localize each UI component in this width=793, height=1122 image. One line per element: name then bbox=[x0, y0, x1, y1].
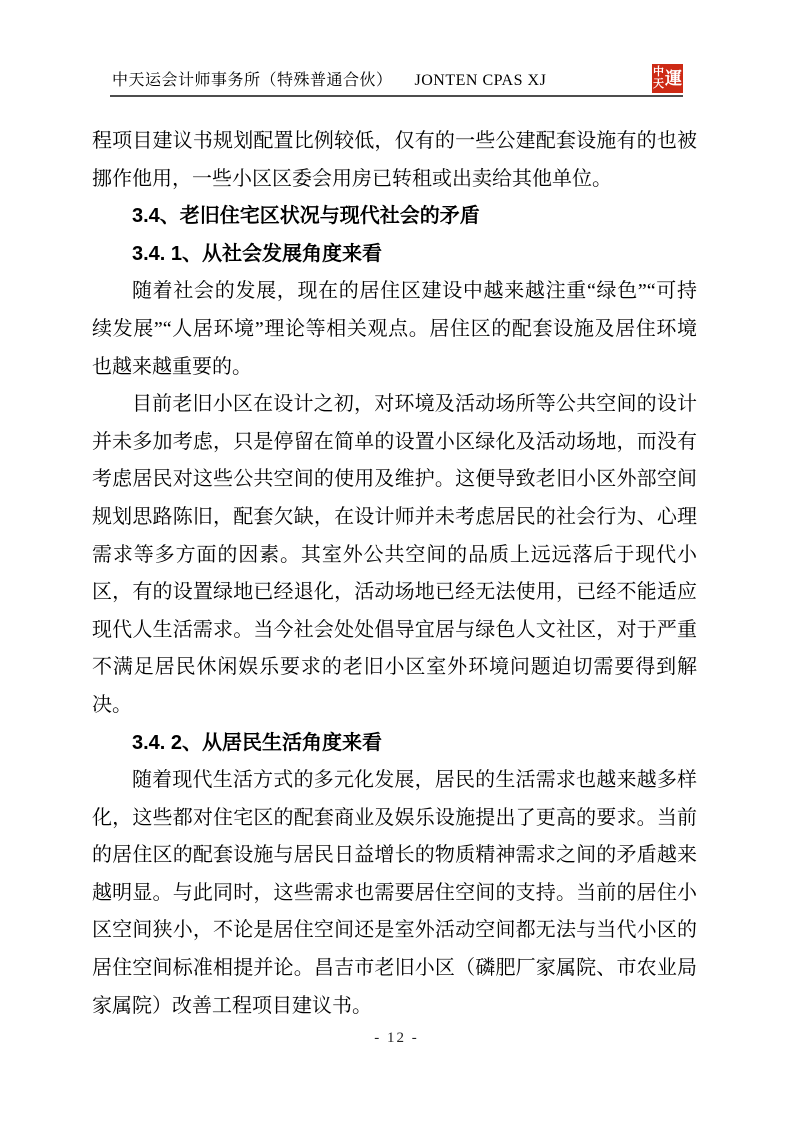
page-footer bbox=[0, 1030, 793, 1047]
seal-char-right: 運 bbox=[665, 69, 682, 88]
section-heading: 3.4. 2、从居民生活角度来看 bbox=[132, 731, 383, 754]
firm-name-cn: 中天运会计师事务所（特殊普通合伙） bbox=[112, 72, 393, 89]
page-number: - 12 - bbox=[374, 1030, 419, 1046]
paragraph: 随着现代生活方式的多元化发展，居民的生活需求也越来越多样化，这些都对住宅区的配套商业及娱乐设施提出了更高的要求。当前的居住区的配套设施与居民日益增长的物质精神需求之间的矛盾越来越明显。与此同时，这些需求也需要居住空间的支持。当前的居住小区空间狭小，不论是居住空间还是室外活动空间都无法与当代小区的居住空间标准相提并论。昌吉市老旧小区（磷肥厂家属院、市农业局家属院）改善工程项目建议书。 bbox=[92, 769, 697, 1017]
document-body bbox=[92, 123, 697, 1025]
section-heading: 3.4. 1、从社会发展角度来看 bbox=[132, 242, 383, 265]
section-heading: 3.4、老旧住宅区状况与现代社会的矛盾 bbox=[132, 205, 480, 228]
paragraph: 程项目建议书规划配置比例较低，仅有的一些公建配套设施有的也被挪作他用，一些小区区委会用房已转租或出卖给其他单位。 bbox=[92, 130, 697, 190]
paragraph: 随着社会的发展，现在的居住区建设中越来越注重“绿色”“可持续发展”“人居环境”理论等相关观点。居住区的配套设施及居住环境也越来越重要的。 bbox=[92, 280, 697, 378]
page-header bbox=[110, 56, 683, 97]
company-seal-icon bbox=[652, 64, 683, 93]
seal-char-top: 中 bbox=[653, 65, 664, 78]
firm-name-en: JONTEN CPAS XJ bbox=[414, 72, 547, 89]
seal-left-column bbox=[653, 67, 664, 91]
paragraph: 目前老旧小区在设计之初，对环境及活动场所等公共空间的设计并未多加考虑，只是停留在简单的设置小区绿化及活动场地，而没有考虑居民对这些公共空间的使用及维护。这便导致老旧小区外部空间规划思路陈旧，配套欠缺，在设计师并未考虑居民的社会行为、心理需求等多方面的因素。其室外公共空间的品质上远远落后于现代小区，有的设置绿地已经退化，活动场地已经无法使用，已经不能适应现代人生活需求。当今社会处处倡导宜居与绿色人文社区，对于严重不满足居民休闲娱乐要求的老旧小区室外环境问题迫切需要得到解决。 bbox=[92, 393, 697, 716]
seal-char-bottom: 天 bbox=[653, 77, 664, 90]
header-text bbox=[112, 67, 546, 90]
